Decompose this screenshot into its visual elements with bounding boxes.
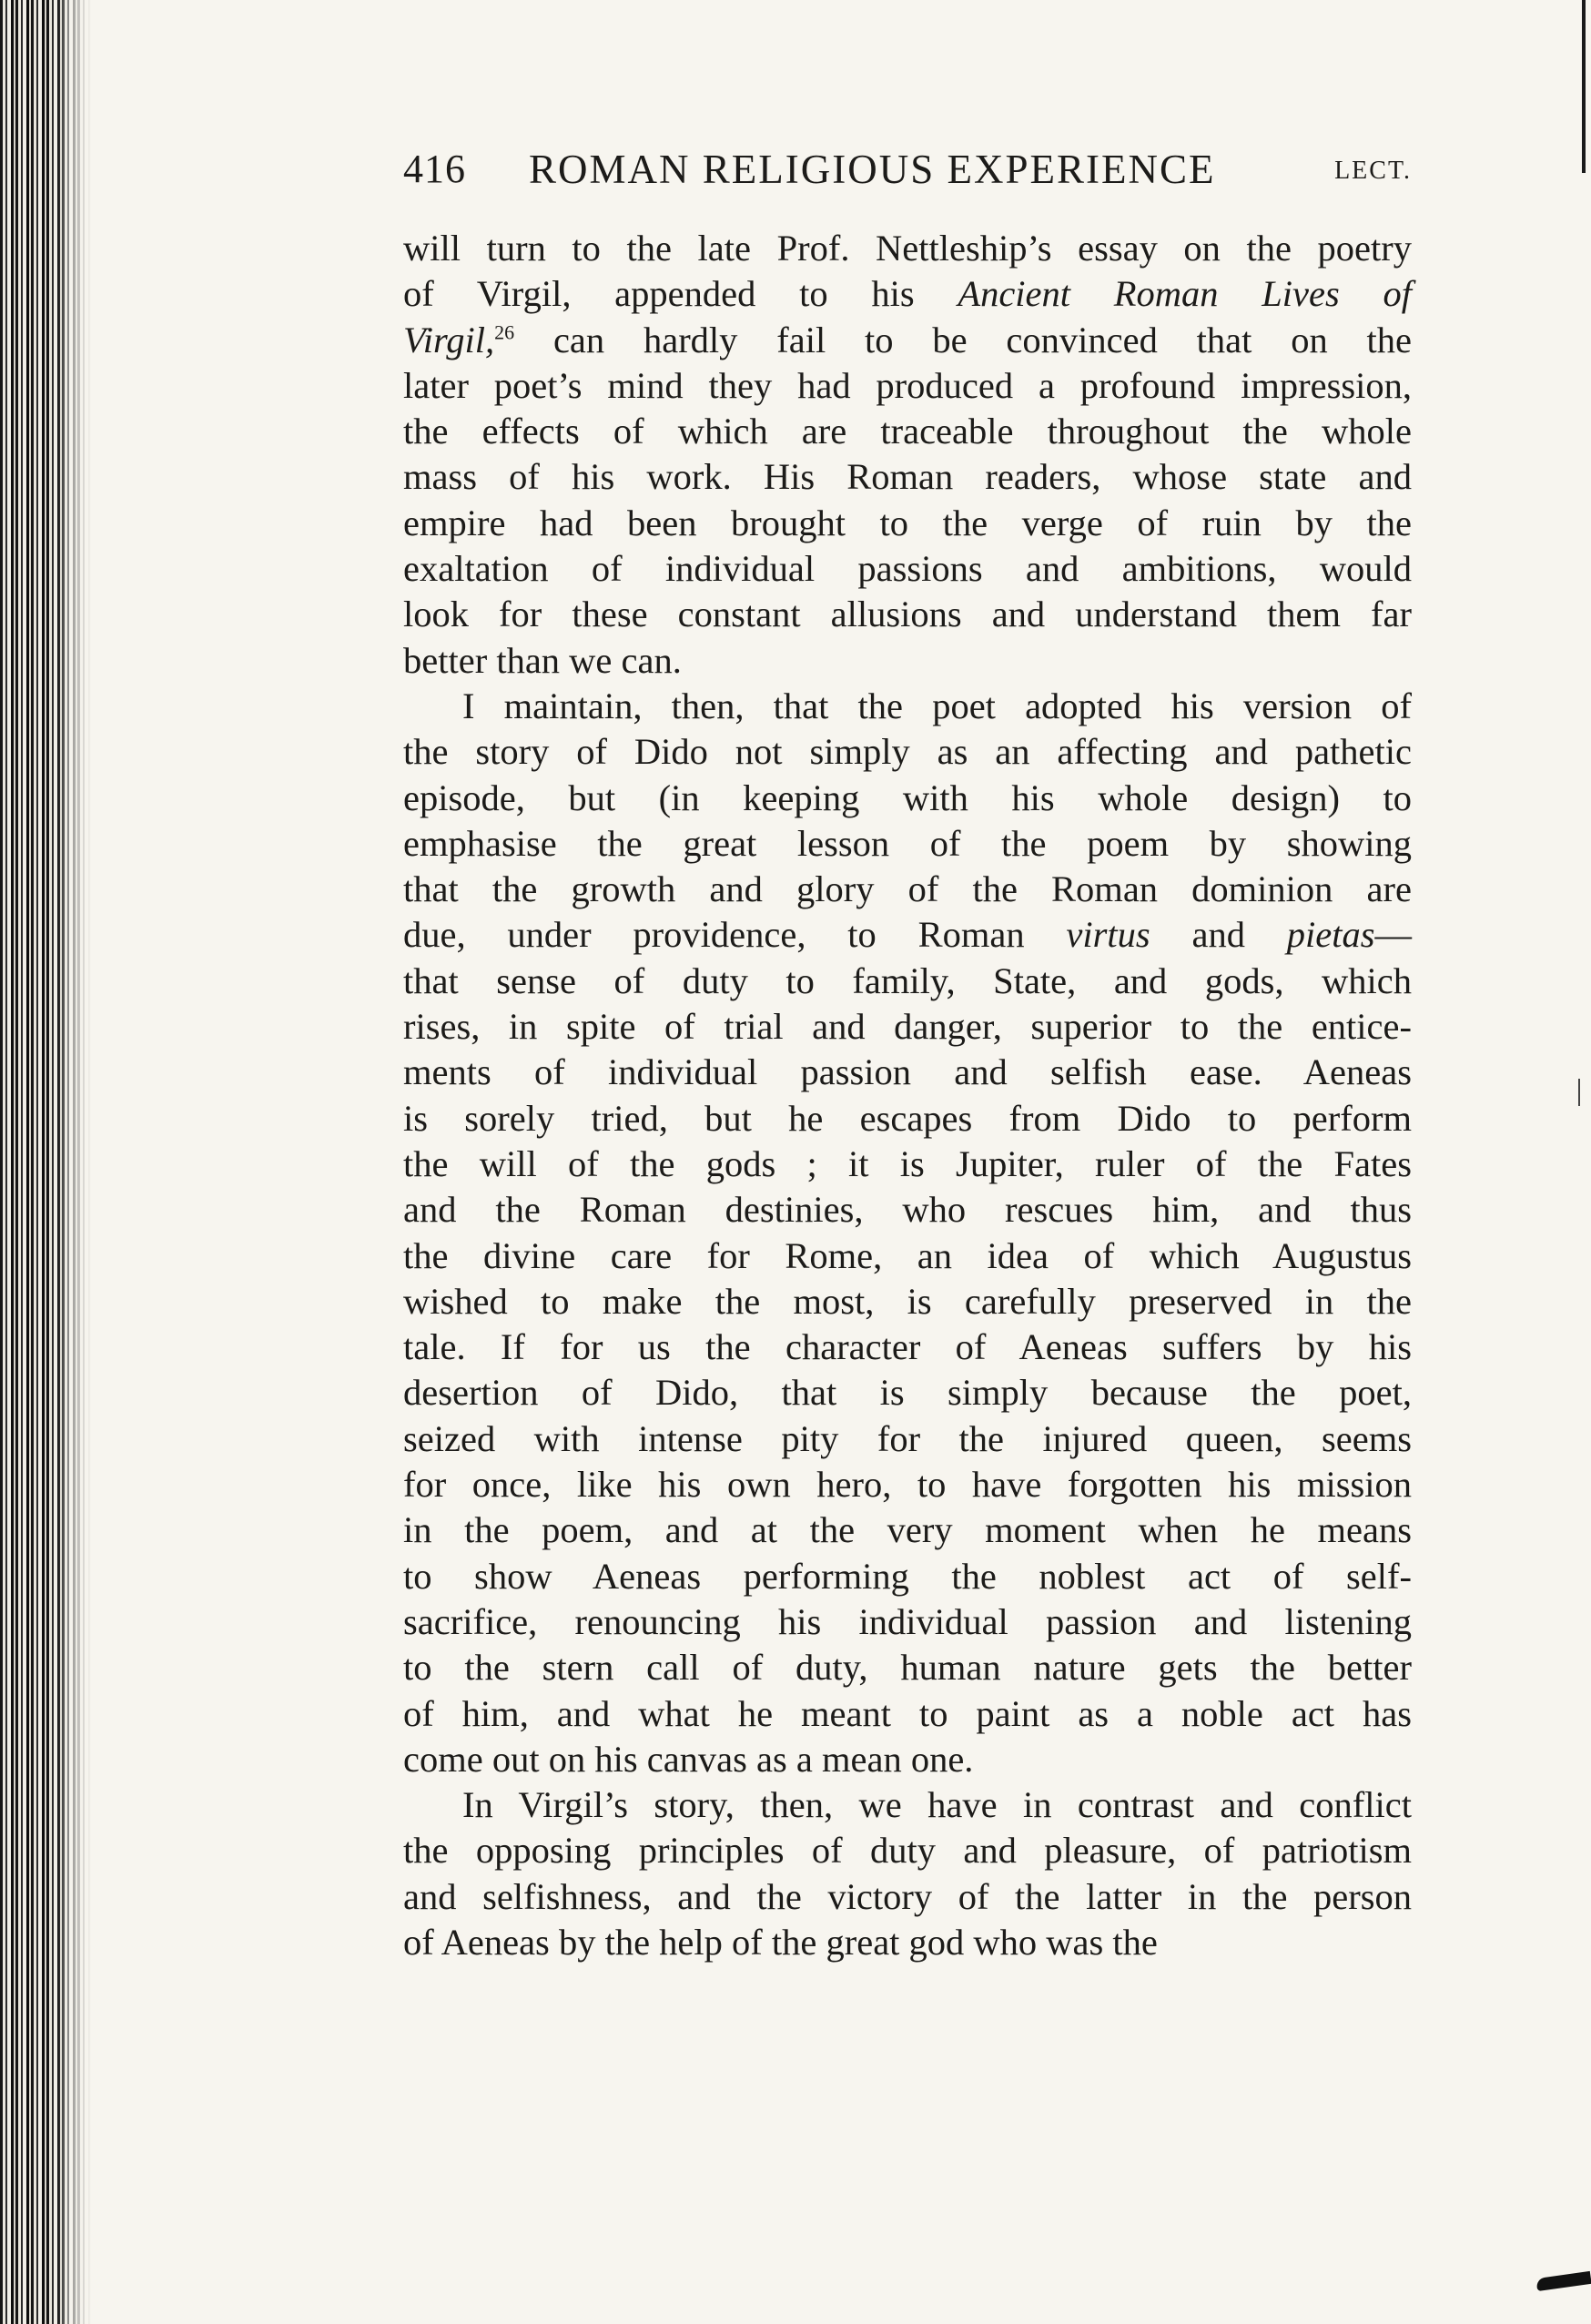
text-line: the will of the gods ; it is Jupiter, ruler of the Fates <box>403 1142 1412 1184</box>
text-line: sacrifice, renouncing his individual passion and listening <box>403 1600 1412 1642</box>
text-line: exaltation of individual passions and ambitions, would <box>403 548 1412 590</box>
text-line: of Virgil, appended to his Ancient Roman Lives of <box>403 273 1412 315</box>
text-line: in the poem, and at the very moment when he means <box>403 1509 1412 1551</box>
text-line: of Aeneas by the help of the great god who was the <box>403 1921 1158 1963</box>
margin-mark <box>1578 1079 1580 1106</box>
italic-phrase: virtus <box>1066 914 1150 956</box>
book-binding <box>0 0 91 2324</box>
text-line: ments of individual passion and selfish ease. Aeneas <box>403 1051 1412 1093</box>
text-line: mass of his work. His Roman readers, whose state and <box>403 456 1412 498</box>
text-line: rises, in spite of trial and danger, superior to the entice- <box>403 1006 1412 1048</box>
text-line: seized with intense pity for the injured queen, seems <box>403 1417 1412 1459</box>
running-title: ROMAN RELIGIOUS EXPERIENCE <box>529 147 1216 192</box>
text-line: that the growth and glory of the Roman dominion are <box>403 868 1412 910</box>
text-line: due, under providence, to Roman virtus and pietas— <box>403 914 1412 956</box>
page-edge-shadow <box>1582 0 1586 173</box>
text-line: In Virgil’s story, then, we have in contrast and conflict <box>462 1784 1412 1826</box>
paragraph <box>403 1782 1412 1965</box>
text-line: the effects of which are traceable throughout the whole <box>403 411 1412 452</box>
text-line: the divine care for Rome, an idea of which Augustus <box>403 1234 1412 1276</box>
paragraph <box>403 226 1412 684</box>
text-line: will turn to the late Prof. Nettleship’s essay on the poetry <box>403 228 1412 269</box>
text-line: empire had been brought to the verge of ruin by the <box>403 502 1412 543</box>
text-line: for once, like his own hero, to have forgotten his mission <box>403 1464 1412 1506</box>
text-line: better than we can. <box>403 639 682 681</box>
running-header <box>403 146 1412 197</box>
footnote-ref: 26 <box>494 320 515 344</box>
text-line: episode, but (in keeping with his whole design) to <box>403 776 1412 818</box>
text-line: I maintain, then, that the poet adopted his version of <box>462 685 1412 726</box>
italic-phrase: pietas <box>1286 914 1375 956</box>
text-line: the story of Dido not simply as an affecting and pathetic <box>403 731 1412 773</box>
italic-title: Virgil, <box>403 319 495 360</box>
italic-phrase: Ancient Roman Lives of <box>958 273 1412 315</box>
paragraph <box>403 684 1412 1782</box>
lecture-abbrev: LECT. <box>1334 157 1412 185</box>
text-line: is sorely tried, but he escapes from Dido to perform <box>403 1097 1412 1139</box>
text-line: to the stern call of duty, human nature gets the better <box>403 1647 1412 1689</box>
text-line: look for these constant allusions and understand them far <box>403 594 1412 635</box>
text-line: wished to make the most, is carefully preserved in the <box>403 1280 1412 1322</box>
text-line: that sense of duty to family, State, and gods, which <box>403 959 1412 1001</box>
text-line: later poet’s mind they had produced a profound impression, <box>403 364 1412 406</box>
text-line: the opposing principles of duty and pleasure, of patriotism <box>403 1830 1412 1872</box>
text-line: emphasise the great lesson of the poem by showing <box>403 822 1412 864</box>
text-line: come out on his canvas as a mean one. <box>403 1738 974 1780</box>
text-line: Virgil,$^{26}$ can hardly fail to be convinced that on the <box>403 319 1412 360</box>
text-line: of him, and what he meant to paint as a noble act has <box>403 1692 1412 1734</box>
text-line: desertion of Dido, that is simply because the poet, <box>403 1372 1412 1414</box>
page-number: 416 <box>403 147 466 191</box>
text-line: to show Aeneas performing the noblest act of self- <box>403 1555 1412 1597</box>
body-text <box>403 226 1412 1965</box>
text-line: tale. If for us the character of Aeneas suffers by his <box>403 1326 1412 1368</box>
corner-smudge <box>1535 2271 1591 2291</box>
text-line: and selfishness, and the victory of the latter in the person <box>403 1875 1412 1917</box>
text-line: and the Roman destinies, who rescues him, and thus <box>403 1189 1412 1231</box>
